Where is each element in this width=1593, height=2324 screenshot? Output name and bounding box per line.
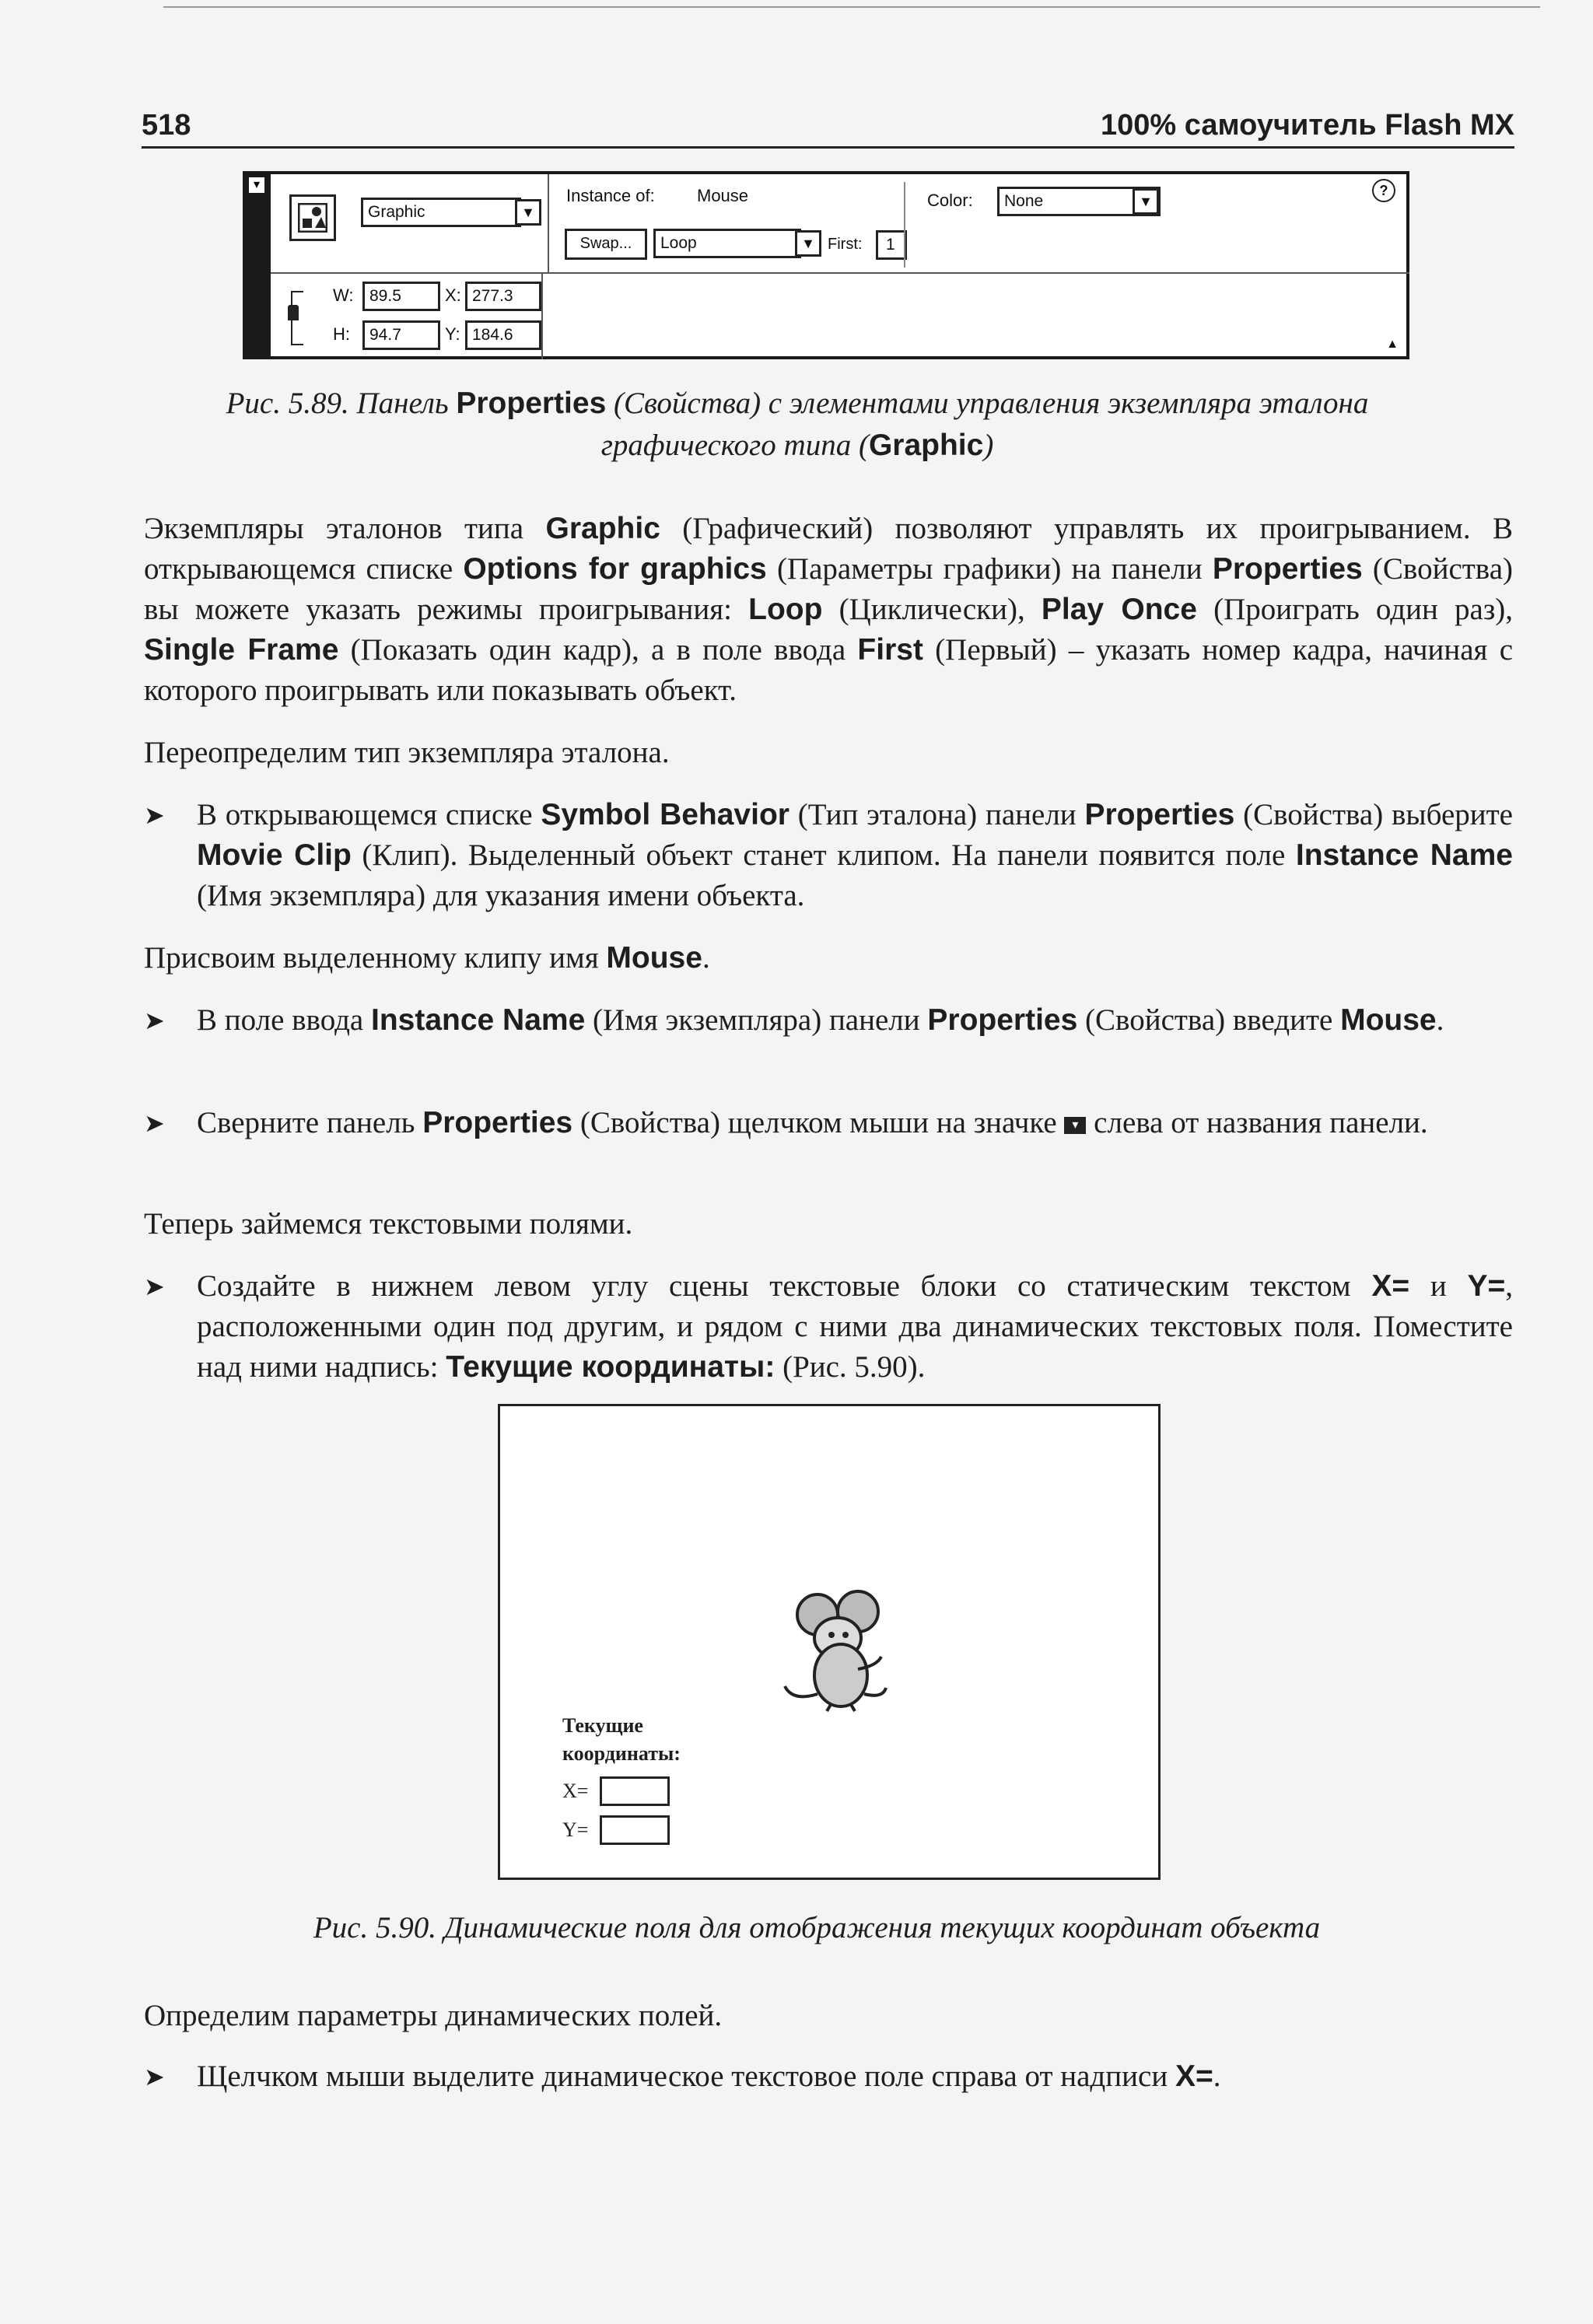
bullet-arrow-icon: ➤ xyxy=(144,2063,165,2091)
color-label: Color: xyxy=(927,191,973,210)
bullet-select-dynamic-field: ➤ Щелчком мыши выделите динамическое текстовое поле справа от надписи X=. xyxy=(144,2056,1513,2097)
bullet-arrow-icon: ➤ xyxy=(144,1006,165,1034)
stage-figure xyxy=(498,1404,1161,1880)
chevron-down-icon[interactable]: ▼ xyxy=(795,230,821,257)
collapse-panel-icon: ▾ xyxy=(1064,1117,1086,1134)
help-icon[interactable]: ? xyxy=(1372,179,1395,202)
bullet-collapse-panel: ➤ Сверните панель Properties (Свойства) щелчком мыши на значке ▾ слева от названия панели. xyxy=(144,1103,1513,1143)
bullet-arrow-icon: ➤ xyxy=(144,801,165,829)
x-input[interactable]: 277.3 xyxy=(465,282,541,311)
instance-of-value: Mouse xyxy=(697,186,749,205)
mouse-icon xyxy=(777,1585,894,1717)
first-frame-input[interactable]: 1 xyxy=(876,230,907,260)
properties-panel xyxy=(243,171,1409,359)
top-rule xyxy=(163,6,1540,8)
expand-panel-icon[interactable]: ▲ xyxy=(1386,338,1399,351)
panel-divider xyxy=(548,174,549,272)
x-label: X: xyxy=(445,285,461,305)
color-dropdown[interactable]: None xyxy=(997,187,1161,216)
height-input[interactable]: 94.7 xyxy=(362,320,440,350)
paragraph-assign-name: Присвоим выделенному клипу имя Mouse. xyxy=(144,941,710,975)
width-input[interactable]: 89.5 xyxy=(362,282,440,311)
loop-dropdown[interactable]: Loop xyxy=(653,229,801,258)
bullet-arrow-icon: ➤ xyxy=(144,1272,165,1300)
paragraph-text-fields: Теперь займемся текстовыми полями. xyxy=(144,1207,633,1241)
height-label: H: xyxy=(333,324,350,344)
bullet-create-text-blocks: ➤ Создайте в нижнем левом углу сцены текстовые блоки со статическим текстом X= и Y=, расположенными один под другим, и рядом с ними два динамических текстовых поля. Поместите над ними надпись: Текущие координаты: (Рис. 5.90). xyxy=(144,1266,1513,1388)
figure-caption-5-89: Рис. 5.89. Панель Properties (Свойства) с элементами управления экземпляра эталона графического типа (Graphic) xyxy=(226,387,1369,462)
panel-divider xyxy=(541,274,543,359)
swap-button[interactable]: Swap... xyxy=(565,229,647,260)
paragraph-graphic-instances: Экземпляры эталонов типа Graphic (Графический) позволяют управлять их проигрыванием. В открывающемся списке Options for graphics (Параметры графики) на панели Properties (Свойства) вы можете указать режимы проигрывания: Loop (Циклически), Play Once (Проиграть один раз), Single Frame (Показать один кадр), а в поле ввода First (Первый) – указать номер кадра, начиная с которого проигрывать или показывать объект. xyxy=(144,512,1514,707)
instance-of-label: Instance of: xyxy=(566,186,655,205)
chevron-down-icon[interactable]: ▼ xyxy=(1133,188,1159,215)
x-static-label: X= xyxy=(562,1780,589,1802)
book-title: 100% самоучитель Flash MX xyxy=(1101,109,1514,142)
figure-caption-5-90: Рис. 5.90. Динамические поля для отображения текущих координат объекта xyxy=(313,1911,1321,1944)
collapse-panel-icon[interactable]: ▾ xyxy=(249,177,264,193)
coords-label-line1: Текущие xyxy=(562,1714,643,1737)
y-static-label: Y= xyxy=(562,1818,589,1841)
y-label: Y: xyxy=(445,324,460,344)
coords-label-line2: координаты: xyxy=(562,1742,681,1765)
width-label: W: xyxy=(333,285,354,305)
graphic-symbol-icon xyxy=(289,194,336,241)
panel-title-strip xyxy=(246,174,271,356)
bullet-symbol-behavior: ➤ В открывающемся списке Symbol Behavior (Тип эталона) панели Properties (Свойства) выберите Movie Clip (Клип). Выделенный объект станет клипом. На панели появится поле Instance Name (Имя экземпляра) для указания имени объекта. xyxy=(144,795,1513,916)
y-input[interactable]: 184.6 xyxy=(465,320,541,350)
first-label: First: xyxy=(828,236,863,253)
panel-divider xyxy=(271,272,1409,274)
bullet-instance-name: ➤ В поле ввода Instance Name (Имя экземпляра) панели Properties (Свойства) введите Mouse. xyxy=(144,1000,1513,1041)
bullet-arrow-icon: ➤ xyxy=(144,1109,165,1137)
panel-divider xyxy=(904,182,905,268)
paragraph-redefine-type: Переопределим тип экземпляра эталона. xyxy=(144,736,670,769)
page-number: 518 xyxy=(142,109,191,142)
y-dynamic-field[interactable] xyxy=(600,1815,670,1845)
chevron-down-icon[interactable]: ▼ xyxy=(515,199,541,226)
symbol-behavior-dropdown[interactable]: Graphic xyxy=(361,198,521,227)
page-header xyxy=(142,109,1514,149)
paragraph-dynamic-params: Определим параметры динамических полей. xyxy=(144,1999,723,2032)
x-dynamic-field[interactable] xyxy=(600,1776,670,1806)
lock-icon[interactable] xyxy=(288,305,299,320)
